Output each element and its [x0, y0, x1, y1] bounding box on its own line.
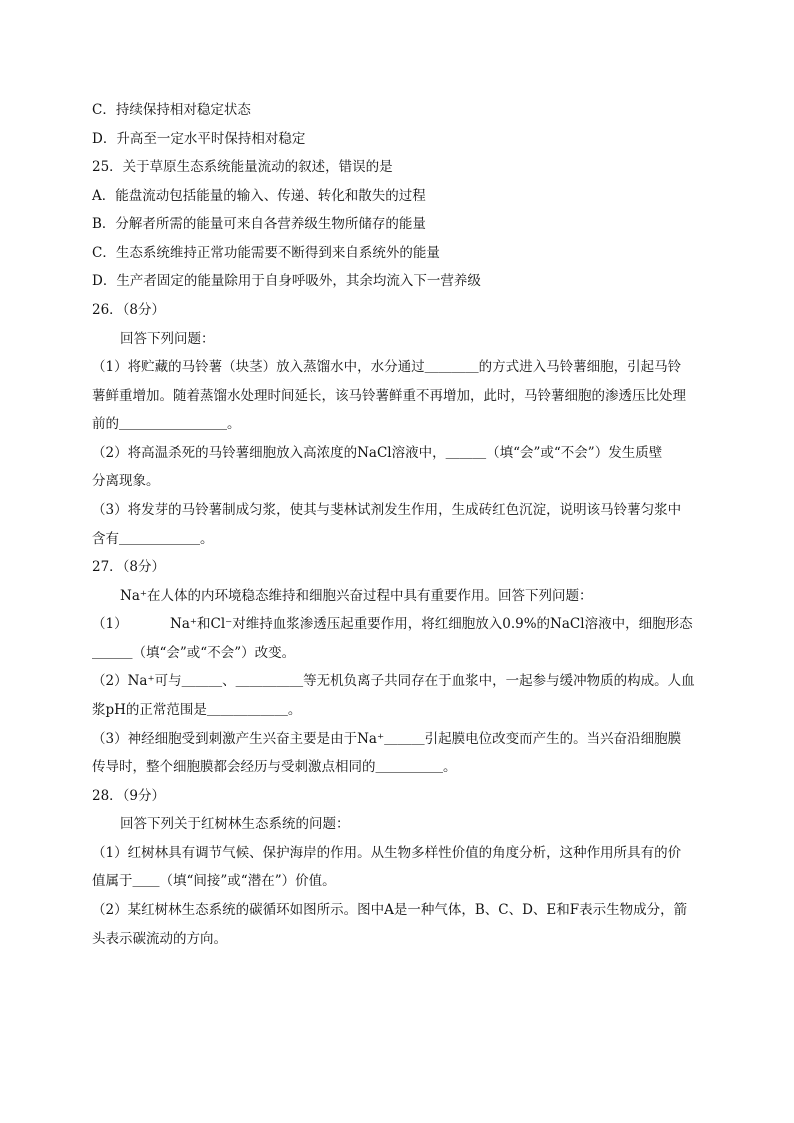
q27-part1-line2: ＿＿＿（填“会”或“不会”）改变。	[92, 645, 296, 661]
q28-part2-line2: 头表示碳流动的方向。	[92, 931, 227, 947]
q27-part2-line2: 浆pH的正常范围是＿＿＿＿＿＿。	[92, 702, 302, 718]
q26-part3-line1: （3）将发芽的马铃薯制成匀浆，使其与斐林试剂发生作用，生成砖红色沉淀，说明该马铃薯匀浆中	[92, 502, 682, 518]
q28-intro: 回答下列关于红树林生态系统的问题：	[120, 816, 350, 832]
q24-option-c: C．持续保持相对稳定状态	[92, 102, 251, 118]
q26-part1-line1: （1）将贮藏的马铃薯（块茎）放入蒸馏水中，水分通过＿＿＿＿的方式进入马铃薯细胞，引起马铃	[92, 359, 682, 375]
q25-option-a: A．能盘流动包括能量的输入、传递、转化和散失的过程	[92, 188, 426, 204]
q27-part1-number: （1）	[92, 616, 128, 632]
q27-part1-text: Na⁺和Cl⁻对维持血浆渗透压起重要作用，将红细胞放入0.9%的NaCl溶液中，细胞形态	[170, 616, 693, 632]
q27-part1-line1	[92, 614, 712, 634]
q26-intro: 回答下列问题：	[120, 331, 215, 347]
q26-part3-line2: 含有＿＿＿＿＿＿。	[92, 531, 214, 547]
q27-heading: 27．（8分）	[92, 559, 166, 575]
q25-option-d: D．生产者固定的能量除用于自身呼吸外，其余均流入下一营养级	[92, 273, 481, 289]
q28-part1-line2: 值属于＿＿（填“间接”或“潜在”）价值。	[92, 873, 336, 889]
q28-part1-line1: （1）红树林具有调节气候、保护海岸的作用。从生物多样性价值的角度分析，这种作用所具有的价	[92, 845, 682, 861]
q27-part3-line1: （3）神经细胞受到刺激产生兴奋主要是由于Na⁺＿＿＿引起膜电位改变而产生的。当兴奋沿细胞膜	[92, 731, 682, 747]
q24-option-d: D．升高至一定水平时保持相对稳定	[92, 131, 306, 147]
q26-part2-line2: 分离现象。	[92, 473, 160, 489]
q27-part3-line2: 传导时，整个细胞膜都会经历与受刺激点相同的＿＿＿＿＿。	[92, 759, 457, 775]
q25-option-c: C．生态系统维持正常功能需要不断得到来自系统外的能量	[92, 245, 440, 261]
q27-part2-line1: （2）Na⁺可与＿＿＿、＿＿＿＿＿等无机负离子共同存在于血浆中，一起参与缓冲物质的构成。人血	[92, 673, 695, 689]
q28-part2-line1: （2）某红树林生态系统的碳循环如图所示。图中A是一种气体，B、C、D、E和F表示生物成分，箭	[92, 902, 688, 918]
q25-stem: 25．关于草原生态系统能量流动的叙述，错误的是	[92, 159, 393, 175]
q26-part1-line3: 前的＿＿＿＿＿＿＿＿。	[92, 416, 241, 432]
q26-part1-line2: 薯鲜重增加。随着蒸馏水处理时间延长，该马铃薯鲜重不再增加，此时，马铃薯细胞的渗透压比处理	[92, 388, 686, 404]
q28-heading: 28．（9分）	[92, 788, 166, 804]
q26-part2-line1: （2）将高温杀死的马铃薯细胞放入高浓度的NaCl溶液中，＿＿＿（填“会”或“不会”）发生质壁	[92, 445, 663, 461]
q27-intro: Na⁺在人体的内环境稳态维持和细胞兴奋过程中具有重要作用。回答下列问题：	[120, 588, 593, 604]
q26-heading: 26．（8分）	[92, 302, 166, 318]
q25-option-b: B．分解者所需的能量可来自各营养级生物所储存的能量	[92, 216, 426, 232]
